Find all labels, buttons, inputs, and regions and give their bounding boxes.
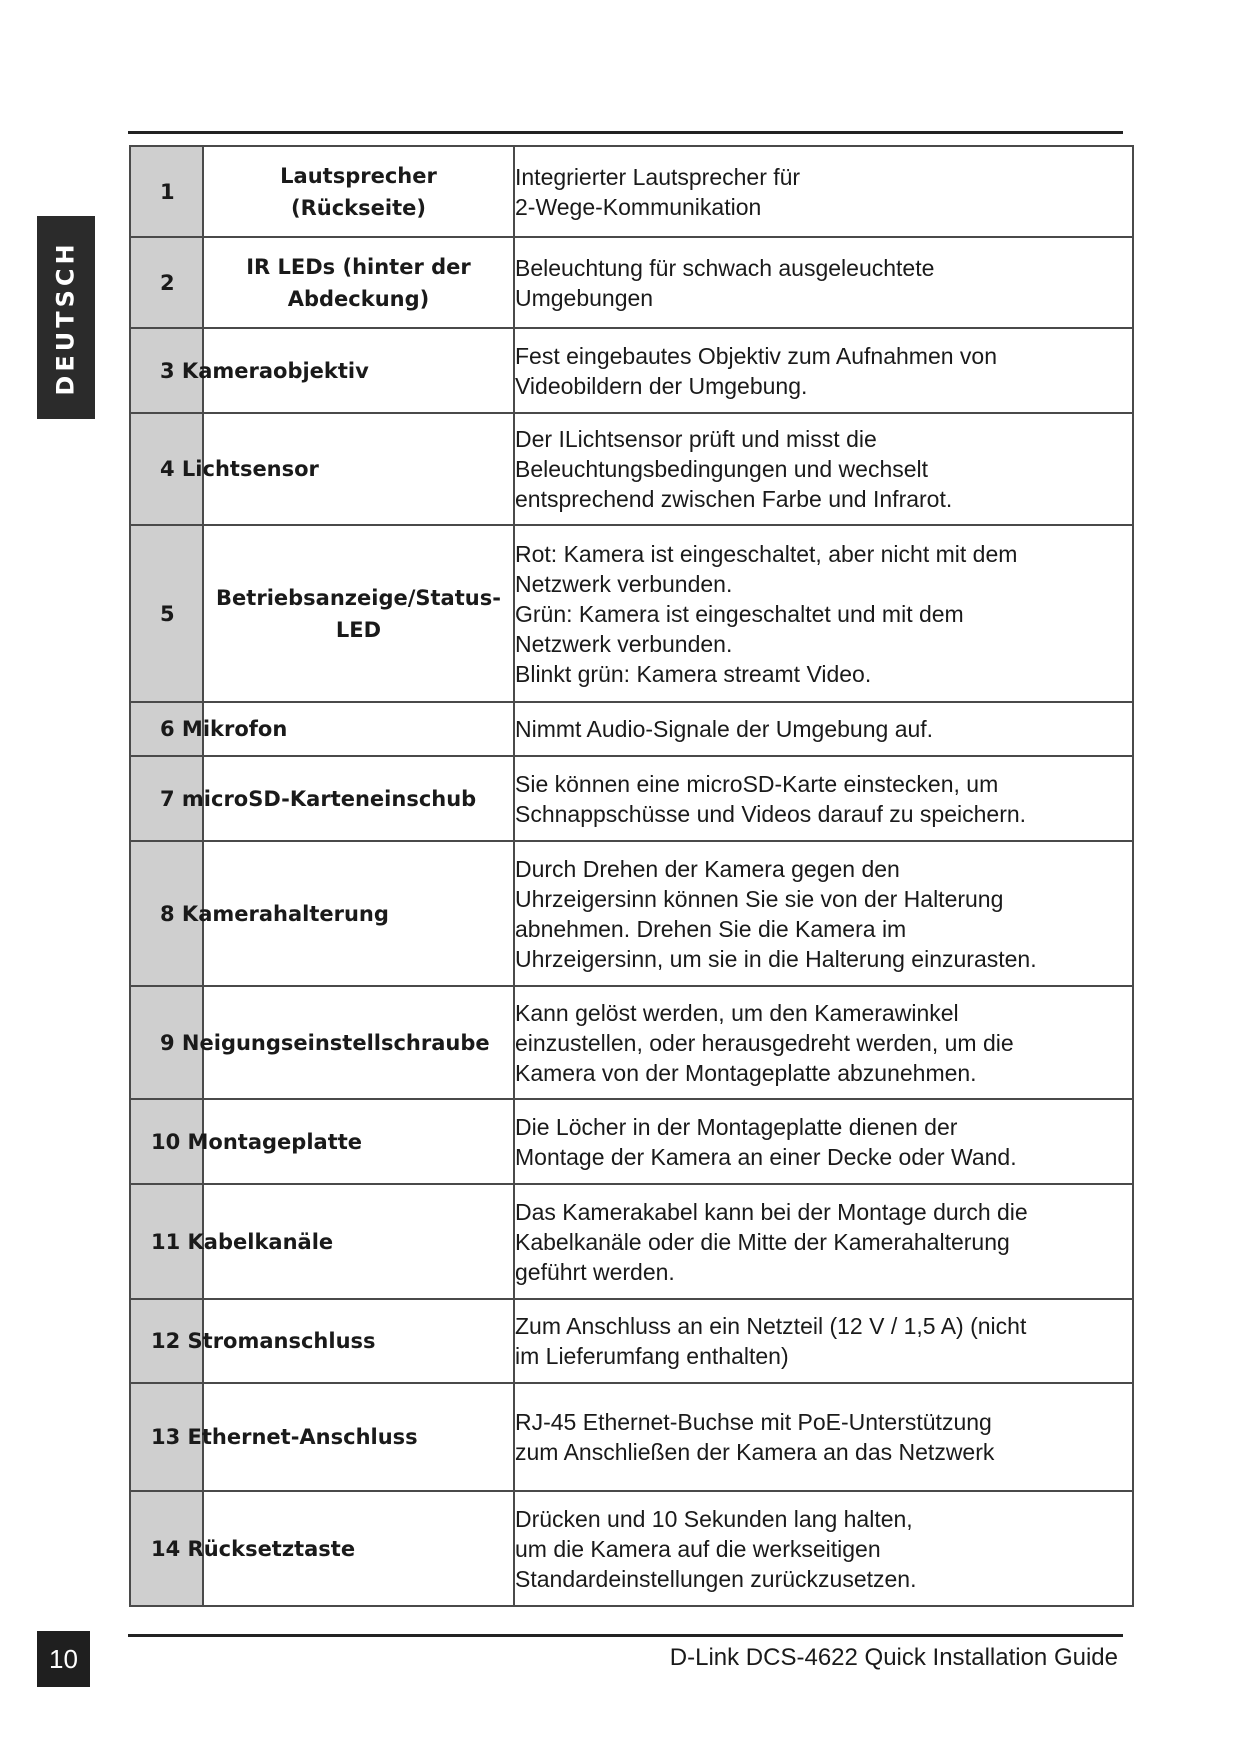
component-label-cell xyxy=(130,756,514,841)
footer-title: D-Link DCS-4622 Quick Installation Guide xyxy=(669,1644,1118,1671)
component-description xyxy=(514,146,1133,237)
table-row xyxy=(130,1491,1133,1606)
component-label: 13 Ethernet-Anschluss xyxy=(151,1425,418,1449)
table-row xyxy=(130,702,1133,756)
component-description xyxy=(514,841,1133,986)
table-row xyxy=(130,328,1133,413)
component-description xyxy=(514,702,1133,756)
component-label: 10 Montageplatte xyxy=(151,1129,363,1154)
component-table xyxy=(129,145,1134,1607)
table-row xyxy=(130,841,1133,986)
component-description xyxy=(514,413,1133,525)
component-label: 3 Kameraobjektiv xyxy=(160,358,369,383)
description-line: Durch Drehen der Kamera gegen den xyxy=(515,855,900,882)
table-row xyxy=(130,1099,1133,1184)
component-label: 12 Stromanschluss xyxy=(151,1329,376,1353)
table-row xyxy=(130,1299,1133,1383)
table-row xyxy=(130,1383,1133,1491)
component-description xyxy=(514,986,1133,1099)
description-line: Die Löcher in der Montageplatte dienen der xyxy=(515,1113,958,1140)
top-rule xyxy=(128,131,1123,134)
table-row xyxy=(130,146,1133,237)
component-label: 11 Kabelkanäle xyxy=(151,1229,334,1254)
component-label: 6 Mikrofon xyxy=(160,717,288,741)
table-row xyxy=(130,525,1133,702)
description-line: Uhrzeigersinn können Sie sie von der Halterung xyxy=(515,885,1004,912)
description-line: Der ILichtsensor prüft und misst die xyxy=(515,426,877,452)
description-line: Kann gelöst werden, um den Kamerawinkel xyxy=(515,999,959,1026)
description-line: RJ-45 Ethernet-Buchse mit PoE-Unterstützung xyxy=(515,1409,992,1435)
description-line: zum Anschließen der Kamera an das Netzwerk xyxy=(515,1439,995,1465)
description-line: Schnappschüsse und Videos darauf zu speichern. xyxy=(515,800,1027,827)
description-line: Beleuchtung für schwach ausgeleuchtete xyxy=(515,254,935,281)
table-row xyxy=(130,237,1133,328)
description-line: Drücken und 10 Sekunden lang halten, xyxy=(515,1505,913,1532)
language-label: DEUTSCH xyxy=(52,239,81,396)
component-label-cell xyxy=(130,986,514,1099)
description-line: Grün: Kamera ist eingeschaltet und mit dem xyxy=(515,600,964,627)
component-description xyxy=(514,1383,1133,1491)
component-description xyxy=(514,237,1133,328)
table-row xyxy=(130,986,1133,1099)
component-description xyxy=(514,756,1133,841)
description-line: Blinkt grün: Kamera streamt Video. xyxy=(515,660,872,687)
component-number: 1 xyxy=(160,179,175,204)
description-line: geführt werden. xyxy=(515,1258,675,1285)
description-line: 2-Wege-Kommunikation xyxy=(515,193,762,220)
component-label-cell xyxy=(130,1299,514,1383)
component-label-cell xyxy=(130,1383,514,1491)
description-line: Zum Anschluss an ein Netzteil (12 V / 1,5 A) (nicht xyxy=(515,1313,1027,1339)
component-label-cell xyxy=(130,1184,514,1299)
description-line: Kabelkanäle oder die Mitte der Kamerahalterung xyxy=(515,1228,1010,1255)
description-line: Umgebungen xyxy=(515,284,654,311)
component-table-body xyxy=(130,146,1133,1606)
component-description xyxy=(514,328,1133,413)
page-number: 10 xyxy=(37,1631,90,1687)
description-line: Fest eingebautes Objektiv zum Aufnahmen von xyxy=(515,342,998,369)
description-line: Beleuchtungsbedingungen und wechselt xyxy=(515,456,929,482)
description-line: um die Kamera auf die werkseitigen xyxy=(515,1535,881,1562)
description-line: Standardeinstellungen zurückzusetzen. xyxy=(515,1565,917,1592)
component-label-cell xyxy=(130,1491,514,1606)
component-label-cell xyxy=(130,237,514,328)
component-description xyxy=(514,1491,1133,1606)
language-side-tab xyxy=(37,216,95,419)
component-number: 5 xyxy=(160,601,175,626)
component-number: 2 xyxy=(160,270,175,295)
component-name: IR LEDs (hinter der Abdeckung) xyxy=(246,254,471,311)
component-label-cell xyxy=(130,1099,514,1184)
component-description xyxy=(514,525,1133,702)
component-description xyxy=(514,1184,1133,1299)
component-label-cell xyxy=(130,413,514,525)
component-label: 9 Neigungseinstellschraube xyxy=(160,1030,490,1055)
component-label: 7 microSD-Karteneinschub xyxy=(160,786,477,811)
description-line: Nimmt Audio-Signale der Umgebung auf. xyxy=(515,716,934,742)
component-description xyxy=(514,1299,1133,1383)
description-line: Rot: Kamera ist eingeschaltet, aber nicht mit dem xyxy=(515,540,1018,567)
description-line: entsprechend zwischen Farbe und Infrarot. xyxy=(515,486,953,512)
component-label-cell xyxy=(130,841,514,986)
table-row xyxy=(130,756,1133,841)
component-label: 4 Lichtsensor xyxy=(160,457,319,481)
component-label-cell xyxy=(130,702,514,756)
component-label: 8 Kamerahalterung xyxy=(160,901,389,926)
component-name: Betriebsanzeige/Status-LED xyxy=(216,585,501,642)
component-name: Lautsprecher (Rückseite) xyxy=(280,163,437,220)
description-line: Netzwerk verbunden. xyxy=(515,570,733,597)
description-line: Kamera von der Montageplatte abzunehmen. xyxy=(515,1059,977,1086)
description-line: abnehmen. Drehen Sie die Kamera im xyxy=(515,915,907,942)
component-label-cell xyxy=(130,146,514,237)
description-line: Sie können eine microSD-Karte einstecken, um xyxy=(515,770,999,797)
description-line: Montage der Kamera an einer Decke oder Wand. xyxy=(515,1143,1017,1170)
component-description xyxy=(514,1099,1133,1184)
component-label-cell xyxy=(130,525,514,702)
bottom-rule xyxy=(128,1634,1123,1637)
table-row xyxy=(130,413,1133,525)
description-line: einzustellen, oder herausgedreht werden, um die xyxy=(515,1029,1014,1056)
description-line: Integrierter Lautsprecher für xyxy=(515,163,801,190)
description-line: Videobildern der Umgebung. xyxy=(515,372,808,399)
component-label: 14 Rücksetztaste xyxy=(151,1536,356,1561)
component-label-cell xyxy=(130,328,514,413)
description-line: Uhrzeigersinn, um sie in die Halterung einzurasten. xyxy=(515,945,1037,972)
description-line: Netzwerk verbunden. xyxy=(515,630,733,657)
description-line: Das Kamerakabel kann bei der Montage durch die xyxy=(515,1198,1028,1225)
table-row xyxy=(130,1184,1133,1299)
description-line: im Lieferumfang enthalten) xyxy=(515,1343,789,1369)
